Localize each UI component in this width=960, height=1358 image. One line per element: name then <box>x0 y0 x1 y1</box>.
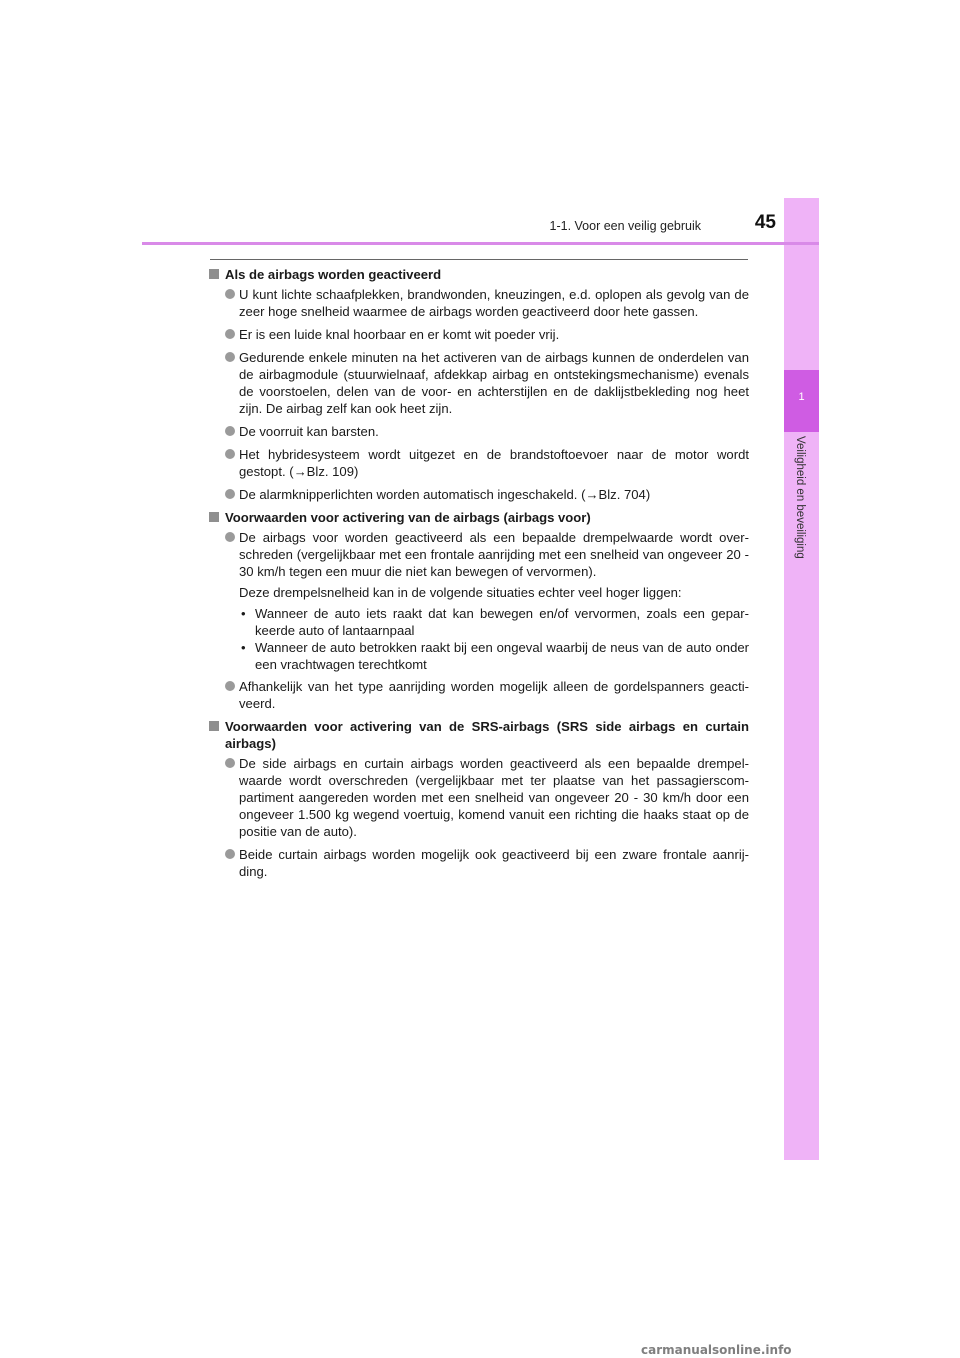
paragraph: Deze drempelsnelheid kan in de volgende situaties echter veel hoger liggen: <box>239 585 682 600</box>
sub-list-item: • Wanneer de auto iets raakt dat kan bewegen en/of vervormen, zoals een gepar-keerde auto of lantaarnpaal <box>241 606 749 638</box>
list-item: U kunt lichte schaafplekken, brandwonden, kneuzingen, e.d. oplopen als gevolg van de zeer hoge snelheid waarmee de airbags worden geactiveerd door hete gassen. <box>209 286 749 320</box>
page-number: 45 <box>754 212 776 233</box>
round-bullet-icon <box>225 329 235 339</box>
chapter-title: Veiligheid en beveiliging <box>794 436 806 559</box>
list-item: De side airbags en curtain airbags worden geactiveerd als een bepaalde drempel-waarde wordt overschreden (vergelijkbaar met ter plaatse van het passagierscom-partiment aangereden worden met een snelheid van ongeveer 20 - 30 km/h door een ongeveer 1.500 kg wegend voertuig, komend vanuit een richting die haaks staat op de positie van de auto). <box>209 755 749 840</box>
header-divider <box>142 242 819 245</box>
list-item: De airbags voor worden geactiveerd als een bepaalde drempelwaarde wordt over-schreden (vergelijkbaar met een frontale aanrijding met een snelheid van ongeveer 20 - 30 km/h tegen een muur die niet kan bewegen of vervormen). <box>209 529 749 580</box>
side-tab <box>784 198 819 1160</box>
list-item: De alarmknipperlichten worden automatisch ingeschakeld. (→Blz. 704) <box>209 486 749 503</box>
chapter-title-wrap <box>784 436 819 586</box>
section-airbags-activated <box>209 266 749 503</box>
page-content <box>209 266 749 886</box>
list-item: De voorruit kan barsten. <box>209 423 749 440</box>
list-item: Beide curtain airbags worden mogelijk ook geactiveerd bij een zware frontale aanrij-ding. <box>209 846 749 880</box>
section-front-airbag-conditions <box>209 509 749 712</box>
round-bullet-icon <box>225 426 235 436</box>
list-item: Gedurende enkele minuten na het activeren van de airbags kunnen de onderdelen van de airbagmodule (stuurwielnaaf, afdekkap airbag en ontstekingsmechanisme) evenals de voorstoelen, delen van de voor- en achterstijlen en de daklijstbekleding nog heet zijn. De airbag zelf kan ook heet zijn. <box>209 349 749 417</box>
section-srs-airbag-conditions <box>209 718 749 880</box>
chapter-number: 1 <box>798 391 805 403</box>
section-heading: Voorwaarden voor activering van de airbags (airbags voor) <box>209 509 749 526</box>
round-bullet-icon <box>225 289 235 299</box>
section-label: 1-1. Voor een veilig gebruik <box>549 219 701 233</box>
round-bullet-icon <box>225 849 235 859</box>
list-item: Afhankelijk van het type aanrijding worden mogelijk alleen de gordelspanners geacti-veerd. <box>209 678 749 712</box>
square-bullet-icon <box>209 269 219 279</box>
square-bullet-icon <box>209 512 219 522</box>
section-heading: Voorwaarden voor activering van de SRS-airbags (SRS side airbags en curtain airbags) <box>209 718 749 752</box>
round-bullet-icon <box>225 352 235 362</box>
round-bullet-icon <box>225 758 235 768</box>
round-bullet-icon <box>225 489 235 499</box>
round-bullet-icon <box>225 681 235 691</box>
section-heading: Als de airbags worden geactiveerd <box>209 266 749 283</box>
sub-list-item: • Wanneer de auto betrokken raakt bij een ongeval waarbij de neus van de auto onder een vrachtwagen terechtkomt <box>241 640 749 672</box>
round-bullet-icon <box>225 532 235 542</box>
watermark: carmanualsonline.info <box>641 1343 792 1357</box>
round-bullet-icon <box>225 449 235 459</box>
list-item: Er is een luide knal hoorbaar en er komt wit poeder vrij. <box>209 326 749 343</box>
content-divider <box>210 259 748 260</box>
list-item: Het hybridesysteem wordt uitgezet en de brandstoftoevoer naar de motor wordt gestopt. (→Blz. 109) <box>209 446 749 480</box>
square-bullet-icon <box>209 721 219 731</box>
